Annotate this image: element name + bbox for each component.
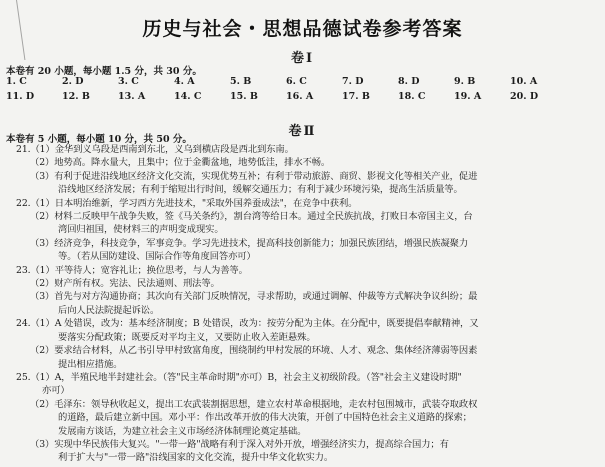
answer-line: 22.（1）日本明治维新，学习西方先进技术，"采取外国养蚕成法"，在竞争中获利。 xyxy=(16,197,358,209)
mc-answer: 19. A xyxy=(454,91,482,102)
answer-line: 湾回归祖国，使材料三的声明变成现实。 xyxy=(58,224,224,236)
answer-line: （2）要求结合材料，从乙书引导甲村致富角度，围绕制约甲村发展的环境、人才、观念、集体经济薄弱等因素 xyxy=(30,345,478,357)
mc-answer: 1. C xyxy=(6,76,27,87)
mc-answer: 17. B xyxy=(342,91,370,102)
answer-line: （3）实现中华民族伟大复兴。"一带一路"战略有利于深入对外开放，增强经济实力，提高综合国力；有 xyxy=(30,438,449,450)
answer-line: 25.（1）A，半殖民地半封建社会。（答"民主革命时期"亦可）B，社会主义初级阶段。（答"社会主义建设时期" xyxy=(16,371,462,383)
multiple-choice-answer-table xyxy=(6,76,566,106)
answer-line: （3）有利于促进沿线地区经济文化交流，实现优势互补；有利于带动旅游、商贸、影视文化等相关产业，促进 xyxy=(30,170,478,182)
answer-line: 提出相应措施。 xyxy=(58,358,123,370)
mc-answer: 8. D xyxy=(398,76,420,87)
answer-line: 24.（1）A 处错误，改为：基本经济制度；B 处错误，改为：按劳分配为主体。在分配中，既要提倡奉献精神，又 xyxy=(16,318,479,330)
answer-line: （2）毛泽东：领导秋收起义，提出工农武装割据思想，建立农村革命根据地，走农村包围城市，武装夺取政权 xyxy=(30,398,478,410)
mc-answer: 12. B xyxy=(62,91,90,102)
mc-answer: 11. D xyxy=(6,91,35,102)
answer-line: 发展南方谈话，为建立社会主义市场经济体制理论奠定基础。 xyxy=(58,425,307,437)
answer-line: （2）地势高。降水量大，且集中；位于金衢盆地，地势低洼，排水不畅。 xyxy=(30,157,331,169)
answer-line: （3）经济竞争，科技竞争，军事竞争。学习先进技术，提高科技创新能力；加强民族团结，增强民族凝聚力 xyxy=(30,237,469,249)
answer-line: （2）财产所有权。宪法、民法通则、刑法等。 xyxy=(30,278,220,290)
mc-row xyxy=(6,76,566,91)
mc-answer: 7. D xyxy=(342,76,364,87)
answer-line: 沿线地区经济发展；有利于缩短出行时间，缓解交通压力；有利于减少环境污染，提高生活质量等。 xyxy=(58,184,463,196)
mc-answer: 9. B xyxy=(454,76,476,87)
volume-1-heading: 卷Ⅰ xyxy=(290,51,315,66)
answer-line: 21.（1）金华到义乌段是西南到东北，义乌到横店段是西北到东南。 xyxy=(16,144,294,155)
answer-line: 要落实分配政策；既要反对平均主义，又要防止收入差距悬殊。 xyxy=(58,331,316,343)
volume-2-heading: 卷Ⅱ xyxy=(288,124,317,139)
answer-line: 的道路，最后建立新中国。邓小平：作出改革开放的伟大决策，开创了中国特色社会主义道路的探索； xyxy=(58,412,472,424)
mc-answer: 6. C xyxy=(286,76,307,87)
mc-answer: 20. D xyxy=(510,91,539,102)
answer-line: 等。（若从国防建设、国际合作等角度回答亦可） xyxy=(58,251,256,263)
mc-row xyxy=(6,91,566,106)
mc-answer: 15. B xyxy=(230,91,258,102)
mc-answer: 14. C xyxy=(174,91,202,102)
answer-line: 利于扩大与"一带一路"沿线国家的文化交流，提升中华文化软实力。 xyxy=(58,452,334,464)
answer-line: 23.（1）平等待人；宽容礼让；换位思考，与人为善等。 xyxy=(16,264,248,276)
mc-answer: 16. A xyxy=(286,91,314,102)
page-title: 历史与社会・思想品德试卷参考答案 xyxy=(142,18,463,40)
mc-answer: 5. B xyxy=(230,76,252,87)
mc-answer: 3. C xyxy=(118,76,139,87)
answer-line: 后向人民法院提起诉讼。 xyxy=(58,304,160,316)
mc-answer: 2. D xyxy=(62,76,84,87)
mc-answer: 4. A xyxy=(174,76,195,87)
answer-line: 亦可） xyxy=(42,385,70,397)
answer-line: （3）首先与对方沟通协商；其次向有关部门反映情况，寻求帮助，或通过调解、仲裁等方式解决争议纠纷；最 xyxy=(30,291,478,303)
answer-line: （2）材料二反映甲午战争失败，签《马关条约》，割台湾等给日本。通过全民族抗战，打败日本帝国主义，台 xyxy=(30,211,473,223)
mc-answer: 10. A xyxy=(510,76,538,87)
essay-answers xyxy=(6,143,600,465)
mc-answer: 18. C xyxy=(398,91,426,102)
volume-2-note: 本卷有 5 小题，每小题 10 分，共 50 分。 xyxy=(6,134,192,145)
volume-1-note: 本卷有 20 小题，每小题 1.5 分，共 30 分。 xyxy=(6,66,202,77)
mc-answer: 13. A xyxy=(118,91,146,102)
